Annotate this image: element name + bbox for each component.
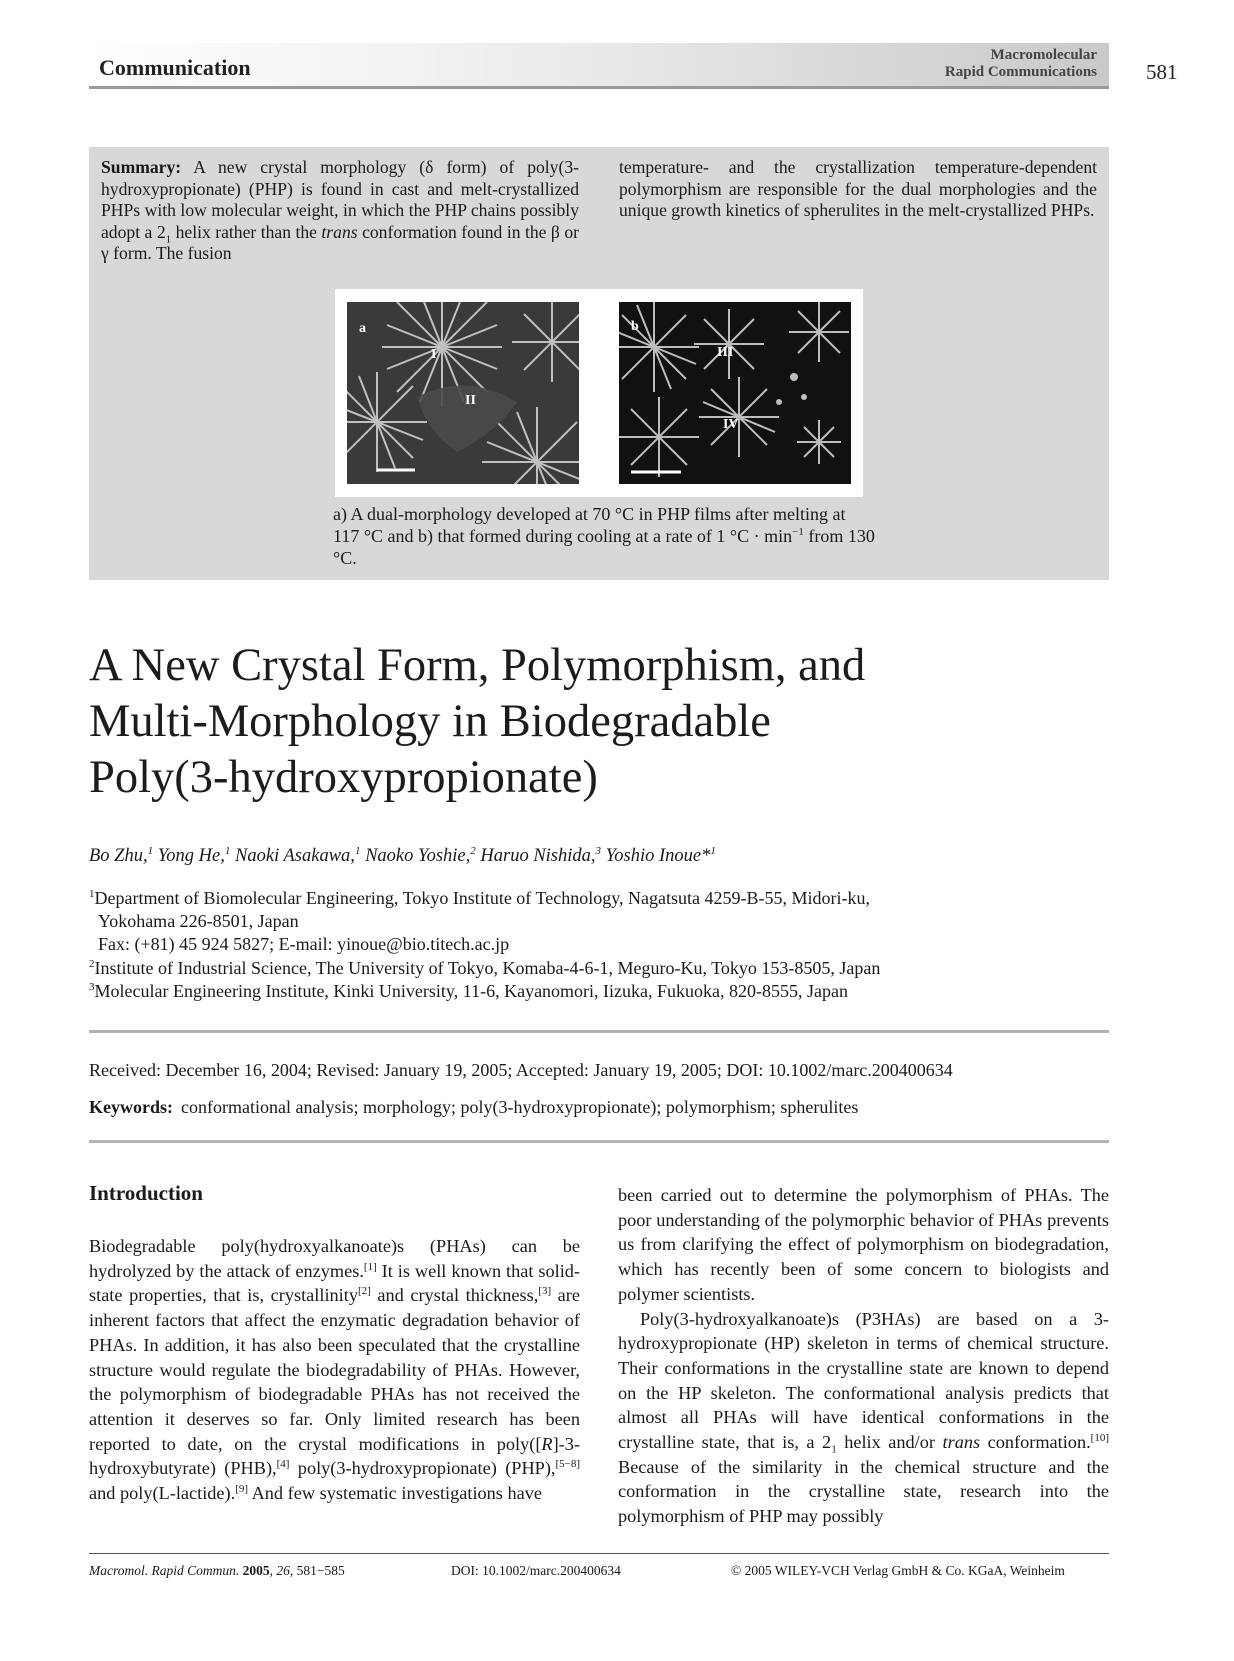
author-list xyxy=(89,846,716,867)
body-text: And few systematic investigations have xyxy=(248,1483,542,1504)
affiliation-3 xyxy=(89,980,1109,1003)
summary-text: A new crystal morphology (δ form) of poly(3-hydroxypropionate) (PHP) is found in cast and melt-crystallized PHPs with low molecular weight, in which the PHP chains possibly adopt a 2 xyxy=(101,157,579,242)
section-label: Communication xyxy=(99,55,251,80)
body-text: and poly( xyxy=(89,1483,159,1504)
body-column-left xyxy=(89,1234,580,1506)
footer-volume: 26 xyxy=(276,1563,290,1578)
body-italic: R xyxy=(541,1433,553,1454)
body-text: It is well known that solid-state properties, that is, crystallinity xyxy=(89,1260,580,1306)
footer-citation: Macromol. Rapid Commun. 2005, 26, 581−585 xyxy=(89,1563,345,1578)
affiliation-number: 1 xyxy=(89,888,95,900)
citation: [5−8] xyxy=(555,1458,581,1471)
citation: [2] xyxy=(357,1285,371,1298)
summary-italic: trans xyxy=(321,221,358,242)
body-column-right xyxy=(618,1183,1109,1529)
region-label-ii: II xyxy=(465,393,476,408)
paragraph: been carried out to determine the polymorphism of PHAs. The poor understanding of the polymorphic behavior of PHAs prevents us from clarifying the effect of polymorphism on biodegradation, which has recently been of some concern to biologists and polymer scientists. xyxy=(618,1185,1109,1304)
title-line: Multi-Morphology in Biodegradable xyxy=(89,696,771,747)
divider xyxy=(89,1030,1109,1033)
affiliation-mark: 2 xyxy=(470,844,476,857)
body-text: Biodegradable poly(hydroxyalkanoate)s (PHAs) can be hydrolyzed by the attack of enzymes. xyxy=(89,1236,580,1281)
panel-a-label: a xyxy=(359,321,366,336)
affiliation-text: Molecular Engineering Institute, Kinki University, 11-6, Kayanomori, Iizuka, Fukuoka, 820-8555, Japan xyxy=(94,981,849,1001)
affiliation-number: 2 xyxy=(89,958,95,970)
affiliation-mark: 1 xyxy=(710,844,716,857)
affiliation-mark: 1 xyxy=(147,844,154,857)
author-name: Bo Zhu, xyxy=(89,846,148,866)
keywords-text: conformational analysis; morphology; poly(3-hydroxypropionate); polymorphism; spherulites xyxy=(181,1097,859,1117)
affiliation-text: Yokohama 226-8501, Japan xyxy=(98,911,299,931)
footer-journal: Macromol. Rapid Commun. xyxy=(89,1563,240,1578)
subscript: 1 xyxy=(831,1443,837,1456)
section-heading: Introduction xyxy=(89,1181,203,1205)
citation: [9] xyxy=(235,1482,249,1495)
citation: [10] xyxy=(1090,1431,1109,1444)
summary-text-left xyxy=(101,157,579,265)
caption-text: a) A dual-morphology developed at 70 °C in PHP films after melting at 117 °C and b) that formed during cooling at a rate of 1 °C · min xyxy=(333,504,846,546)
journal-logo-line2: Rapid Communications xyxy=(944,64,1097,80)
footer-pages: , 581−585 xyxy=(289,1563,345,1578)
subscript: 1 xyxy=(165,233,172,246)
figure-caption xyxy=(333,503,875,569)
body-text: helix and/or xyxy=(836,1432,943,1453)
body-text: are inherent factors that affect the enzymatic degradation behavior of PHAs. In addition, it has also been speculated that the crystalline structure would regulate the biodegradability of PHAs. However, the polymorphism of biodegradable PHAs has not received the attention it deserves so far. Only limited research has been reported to date, on the crystal modifications in poly([ xyxy=(89,1285,580,1454)
footer-doi: DOI: 10.1002/marc.200400634 xyxy=(451,1563,621,1578)
body-text: ]-3-hydroxybutyrate) (PHB), xyxy=(89,1433,580,1479)
body-italic: trans xyxy=(942,1432,981,1453)
title-line: A New Crystal Form, Polymorphism, and xyxy=(89,640,866,691)
micrograph-panel-b xyxy=(619,302,851,484)
summary-box xyxy=(89,147,1109,580)
body-smallcaps: L xyxy=(158,1483,170,1504)
title-line: Poly(3-hydroxypropionate) xyxy=(89,752,598,803)
received-dates: Received: December 16, 2004; Revised: January 19, 2005; Accepted: January 19, 2005; DOI: 10.1002/marc.200400634 xyxy=(89,1060,953,1080)
journal-logo-line1: Macromolecular xyxy=(990,47,1097,63)
region-label-i: I xyxy=(431,347,437,362)
paragraph xyxy=(618,1307,1109,1529)
citation: [1] xyxy=(363,1260,377,1273)
summary-text: helix rather than the xyxy=(171,221,322,242)
summary-text-right: temperature- and the crystallization temperature-dependent polymorphism are responsible for the dual morphologies and the unique growth kinetics of spherulites in the melt-crystallized PHPs. xyxy=(619,157,1097,220)
keywords xyxy=(89,1097,858,1118)
journal-logo xyxy=(945,47,1097,81)
micrograph-panel-a xyxy=(347,302,579,484)
body-text: Poly(3-hydroxyalkanoate)s (P3HAs) are based on a 3-hydroxypropionate (HP) skeleton in terms of chemical structure. Their conformations in the crystalline state are known to depend on the HP skeleton. The conformational analysis predicts that almost all PHAs will have identical conformations in the crystalline state, that is, a 2 xyxy=(618,1308,1109,1453)
author-name: Naoko Yoshie, xyxy=(365,846,471,866)
affiliation-2 xyxy=(89,957,1109,980)
panel-b-label: b xyxy=(631,319,639,334)
author-name: Yong He, xyxy=(157,846,225,866)
affiliation-number: 3 xyxy=(89,981,95,993)
caption-text: from 130 °C. xyxy=(333,526,875,568)
affiliation-text: Department of Biomolecular Engineering, Tokyo Institute of Technology, Nagatsuta 4259-B-55, Midori-ku, xyxy=(94,888,870,908)
body-text: Because of the similarity in the chemical structure and the conformation in the crystalline state, research into the polymorphism of PHP may possibly xyxy=(618,1456,1109,1527)
page-number: 581 xyxy=(1146,60,1178,84)
affiliation-text: Institute of Industrial Science, The University of Tokyo, Komaba-4-6-1, Meguro-Ku, Tokyo 153-8505, Japan xyxy=(94,958,881,978)
affiliation-mark: 1 xyxy=(354,844,361,857)
body-text: and crystal thickness, xyxy=(370,1285,539,1306)
body-text: conformation. xyxy=(980,1432,1091,1453)
running-header xyxy=(89,43,1109,89)
superscript: −1 xyxy=(792,526,804,538)
article-title xyxy=(89,638,989,806)
footer-rule xyxy=(89,1553,1109,1554)
footer-copyright: © 2005 WILEY-VCH Verlag GmbH & Co. KGaA, Weinheim xyxy=(731,1563,1065,1578)
body-text: poly(3-hydroxypropionate) (PHP), xyxy=(289,1458,556,1479)
micrograph-figure xyxy=(335,289,863,497)
author-name: Haruo Nishida, xyxy=(480,846,596,866)
paragraph xyxy=(89,1234,580,1506)
divider xyxy=(89,1140,1109,1143)
region-label-iv: IV xyxy=(723,417,739,432)
contact-info: Fax: (+81) 45 924 5827; E-mail: yinoue@bio.titech.ac.jp xyxy=(98,934,510,954)
summary-text: conformation found in the β or γ form. The fusion xyxy=(101,221,579,263)
citation: [4] xyxy=(276,1458,290,1471)
keywords-label: Keywords: xyxy=(89,1097,173,1117)
body-text: -lactide). xyxy=(169,1483,236,1504)
summary-label: Summary: xyxy=(101,157,182,177)
footer-year: 2005 xyxy=(242,1563,270,1578)
affiliation-mark: 3 xyxy=(595,844,602,857)
author-name: Naoki Asakawa, xyxy=(235,846,355,866)
citation: [3] xyxy=(538,1285,552,1298)
region-label-iii: III xyxy=(717,345,734,360)
author-name: Yoshio Inoue* xyxy=(605,846,711,866)
affiliation-1 xyxy=(89,887,1109,956)
affiliation-mark: 1 xyxy=(224,844,231,857)
